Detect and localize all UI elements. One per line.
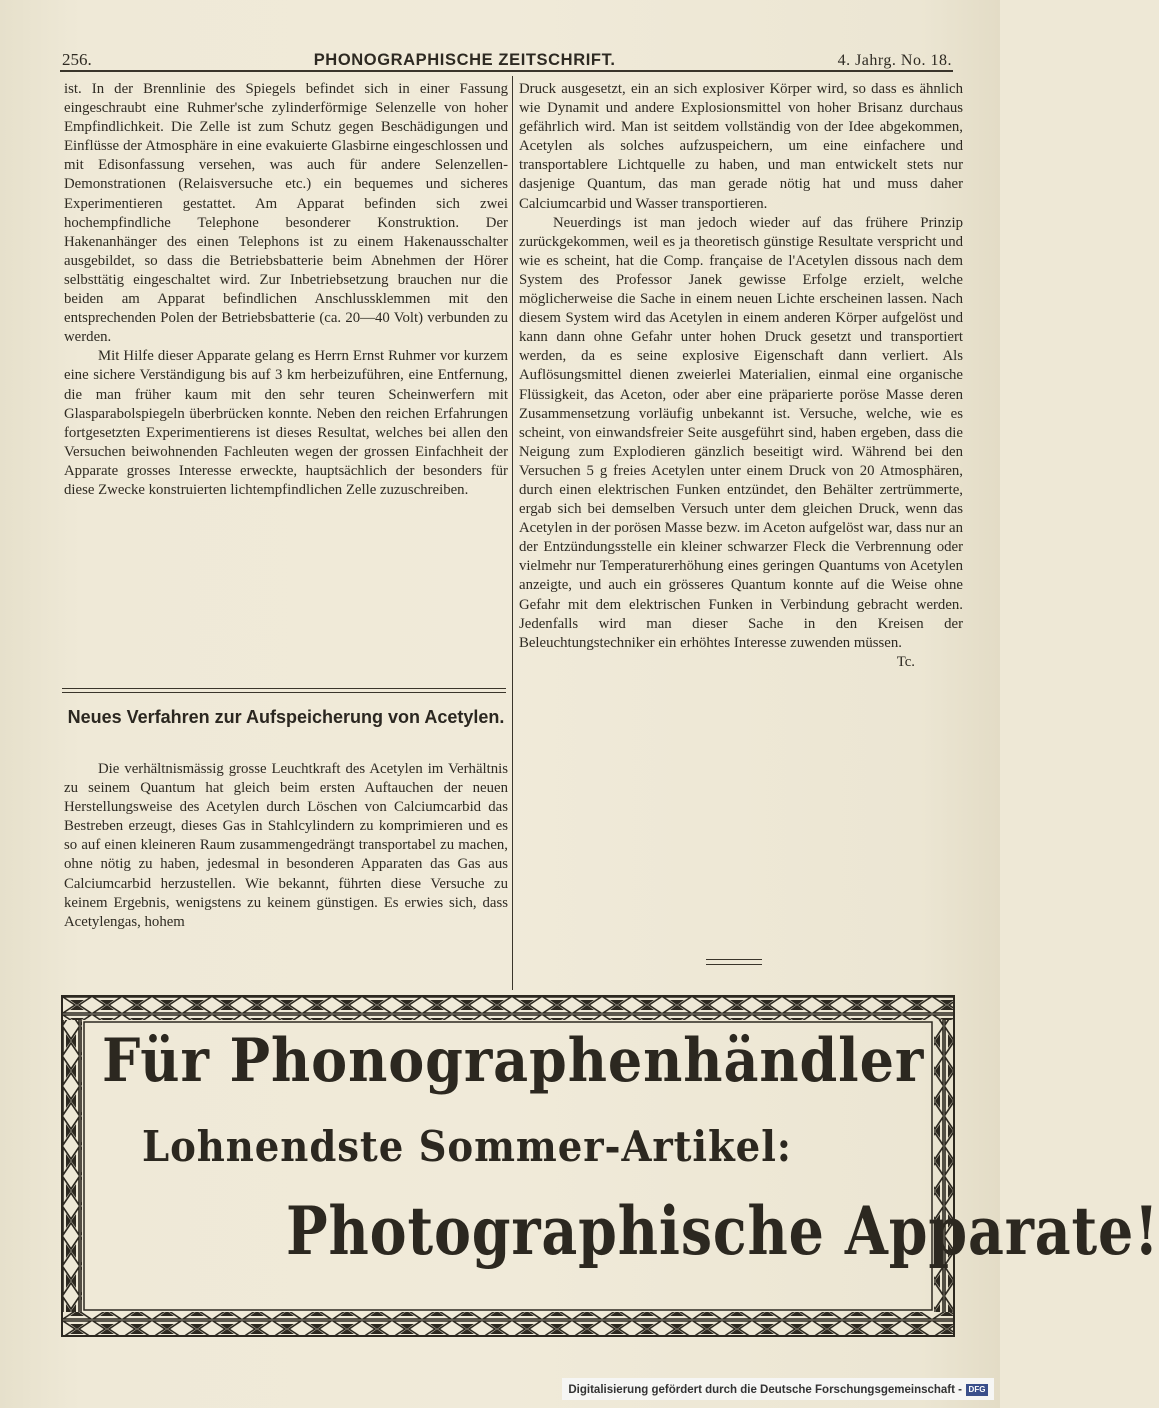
paragraph: Druck ausgesetzt, ein an sich explosiver Körper wird, so dass es ähnlich wie Dynamit und andere Explosionsmittel von hoher Brisanz durchaus gefährlich wird. Man ist seitdem vollständig von der Idee abgekommen, Acetylen als solches aufzuspeichern, um eine einfachere und transportablere Lichtquelle zu haben, und man entwickelt stets nur dasjenige Quantum, das man gerade nötig hat und muss daher Calciumcarbid und Wasser transportieren.: [519, 81, 963, 212]
paragraph: Neuerdings ist man jedoch wieder auf das frühere Prinzip zurückgekommen, weil es ja theoretisch günstige Resultate verspricht und wie es scheint, hat die Comp. française de l'Acetylen dissous nach dem System des Professor Janek gewisse Erfolge erzielt, welche möglicherweise die Sache in einem neuen Lichte erscheinen lassen. Nach diesem System wird das Acetylen in einem anderen Körper aufgelöst und kann dann ohne Gefahr unter hohen Druck gesetzt und transportiert werden, da es seine explosive Eigenschaft dann verliert. Als Auflösungsmittel dienen zweierlei Materialien, einmal eine organische Flüssigkeit, das Aceton, oder aber eine präparierte poröse Masse deren Zusammensetzung vorläufig unbekannt ist. Versuche, welche, wie es scheint, von einwandsfreier Seite ausgeführt sind, haben ergeben, dass die Neigung zum Explodieren gänzlich beseitigt wird. Während bei den Versuchen 5 g freies Acetylen unter einem Druck von 20 Atmosphären, durch einen elektrischen Funken entzündet, den Behälter zertrümmerte, ergab sich bei demselben Versuch unter dem gleichen Druck, wenn das Acetylen in der porösen Masse bezw. im Aceton aufgelöst war, dass nur an der Entzündungsstelle ein kleiner schwarzer Fleck die Verbrennung oder vielmehr nur Temperaturerhöhung eines geringen Quantums von Acetylen anzeigte, und auch ein grösseres Quantum konnte auf die Weise ohne Gefahr mit dem elektrischen Funken in Verbindung gebracht werden. Jedenfalls wird man dieser Sache in den Kreisen der Beleuchtungstechniker ein erhöhtes Interesse zuwenden müssen.: [519, 214, 963, 651]
article-end-rule: [706, 959, 762, 965]
section-rule: [62, 688, 506, 689]
paragraph-with-signature: [519, 214, 963, 670]
issue-label: 4. Jahrg. No. 18.: [837, 52, 952, 69]
ad-subheadline: Lohnendste Sommer-Artikel:: [142, 1122, 792, 1171]
paragraph: Die verhältnismässig grosse Leuchtkraft des Acetylen im Verhältnis zu seinem Quantum hat gleich beim ersten Auftauchen der neuen Herstellungsweise des Acetylen durch Löschen von Calciumcarbid das Bestreben erzeugt, dieses Gas in Stahlcylindern zu komprimieren und es so auf einen kleineren Raum zusammengedrängt transportabel zu machen, ohne nötig zu haben, jedesmal in besonderen Apparaten das Gas aus Calciumcarbid herzustellen. Wie bekannt, führten diese Versuche zu keinem Ergebnis, wenigstens zu keinem günstigen. Es erwies sich, dass Acetylengas, hohem: [64, 761, 508, 930]
page-number: 256.: [62, 50, 92, 69]
right-column-text: [519, 80, 963, 672]
paragraph: Mit Hilfe dieser Apparate gelang es Herrn Ernst Ruhmer vor kurzem eine sichere Verständigung bis auf 3 km herbeizuführen, eine Entfernung, die man früher kaum mit den sehr teuren Scheinwerfern mit Glasparabolspiegeln überbrücken konnte. Neben den reichen Erfahrungen fortgesetzten Experimentierens ist dieses Resultat, welches bei allen den Versuchen beiwohnenden Fachleuten wegen der grossen Einfachheit der Apparate grosses Interesse erweckte, hauptsächlich der besonders für diese Zwecke konstruierten lichtempfindlichen Zelle zuzuschreiben.: [64, 348, 508, 498]
section-rule: [62, 692, 506, 693]
page-header: [62, 44, 952, 70]
left-column-text: [64, 80, 508, 500]
header-rule: [60, 70, 953, 72]
article-heading: Neues Verfahren zur Aufspeicherung von Acetylen.: [67, 707, 505, 727]
footer-text: Digitalisierung gefördert durch die Deutsche Forschungsgemeinschaft -: [568, 1384, 962, 1396]
advertisement: [62, 996, 1159, 1336]
journal-title: PHONOGRAPHISCHE ZEITSCHRIFT.: [313, 51, 616, 69]
author-signature: Tc.: [896, 653, 915, 670]
ad-product-line: Photographische Apparate!: [286, 1192, 1159, 1270]
ad-headline: Für Phonographenhändler: [102, 1026, 925, 1096]
article-left-text: [64, 760, 508, 932]
dfg-logo-icon: DFG: [966, 1384, 988, 1396]
paragraph: ist. In der Brennlinie des Spiegels befindet sich in einer Fassung eingeschraubt eine Ruhmer'sche zylinderförmige Selenzelle von hoher Empfindlichkeit. Die Zelle ist zum Schutz gegen Beschädigungen und Einflüsse der Atmosphäre in eine evakuierte Glasbirne eingeschlossen und mit Edisonfassung versehen, was auch für andere Selenzellen-Demonstrationen (Relaisversuche etc.) ein bequemes und sicheres Experimentieren gestattet. Am Apparat befinden sich zwei hochempfindliche Telephone besonderer Konstruktion. Der Hakenanhänger des einen Telephons ist zu einem Hakenausschalter ausgebildet, so dass die Betriebsbatterie beim Abnehmen der Hörer selbsttätig eingeschaltet wird. Zur Inbetriebsetzung brauchen nur die beiden am Apparat befindlichen Anschlussklemmen mit den entsprechenden Polen der Betriebsbatterie (ca. 20—40 Volt) verbunden zu werden.: [64, 81, 508, 346]
column-divider: [512, 76, 513, 990]
digitization-footer: [562, 1378, 994, 1400]
